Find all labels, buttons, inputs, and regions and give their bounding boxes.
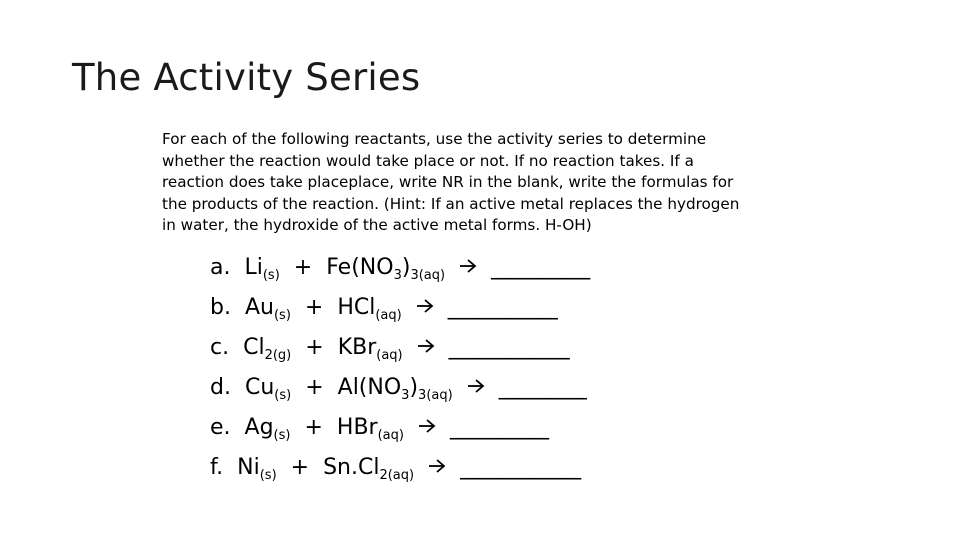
instructions-line: reaction does take placeplace, write NR in the blank, write the formulas for — [162, 173, 734, 192]
item-letter: b. — [210, 295, 231, 320]
item-letter: e. — [210, 415, 231, 440]
plus-sign: + — [305, 375, 324, 400]
answer-blank: __________ — [447, 295, 558, 320]
plus-sign: + — [305, 335, 324, 360]
reactant-2: HCl$_{(aq)}$ — [337, 295, 402, 323]
reactant-2: $Fe(NO_3)_{3(aq)}$ — [326, 255, 446, 283]
reactant-2: $Al(NO_3)_{3(aq)}$ — [337, 375, 453, 403]
instructions-paragraph — [162, 129, 802, 237]
reactant-2: HBr$_{(aq)}$ — [336, 415, 404, 443]
instructions-line: For each of the following reactants, use the activity series to determine — [162, 130, 707, 148]
reaction-item-d — [210, 368, 590, 408]
reaction-item-f — [210, 448, 590, 488]
reactant-1: $Au_{(s)}$ — [244, 295, 291, 323]
reactant-1: $Li_{(s)}$ — [244, 255, 280, 283]
item-letter: a. — [210, 255, 231, 280]
right-arrow-icon — [467, 378, 485, 394]
reactant-1: $Ni_{(s)}$ — [237, 455, 277, 483]
reaction-item-c — [210, 328, 590, 368]
reactant-1: $Ag_{(s)}$ — [244, 415, 291, 443]
answer-blank: ___________ — [448, 335, 570, 360]
instructions-line: the products of the reaction. (Hint: If an active metal replaces the hydrogen — [162, 194, 740, 213]
plus-sign: + — [290, 455, 310, 480]
item-letter: d. — [210, 375, 231, 400]
right-arrow-icon — [418, 418, 436, 434]
right-arrow-icon — [459, 258, 477, 274]
item-letter: f. — [210, 455, 224, 480]
answer-blank: _________ — [449, 415, 549, 440]
right-arrow-icon — [428, 458, 446, 474]
right-arrow-icon — [417, 338, 435, 354]
item-letter: c. — [210, 335, 230, 360]
slide-title: The Activity Series — [72, 56, 421, 99]
answer-blank: ________ — [498, 375, 587, 400]
instructions-line: in water, the hydroxide of the active metal forms. H-OH) — [162, 216, 592, 235]
reaction-item-a — [210, 248, 590, 288]
reaction-list — [210, 248, 590, 488]
instructions-line: whether the reaction would take place or not. If no reaction takes. If a — [162, 151, 694, 170]
answer-blank: _________ — [491, 255, 591, 280]
right-arrow-icon — [416, 298, 434, 314]
plus-sign: + — [293, 255, 313, 280]
reactant-1: $Cu_{(s)}$ — [244, 375, 292, 403]
answer-blank: ___________ — [460, 455, 582, 480]
reactant-2: KBr$_{(aq)}$ — [337, 335, 403, 363]
reaction-item-b — [210, 288, 590, 328]
plus-sign: + — [304, 415, 323, 440]
reactant-2: $Sn.Cl_{2(aq)}$ — [323, 455, 415, 483]
reactant-1: $Cl_{2(g)}$ — [243, 335, 292, 363]
plus-sign: + — [304, 295, 324, 320]
reaction-item-e — [210, 408, 590, 448]
